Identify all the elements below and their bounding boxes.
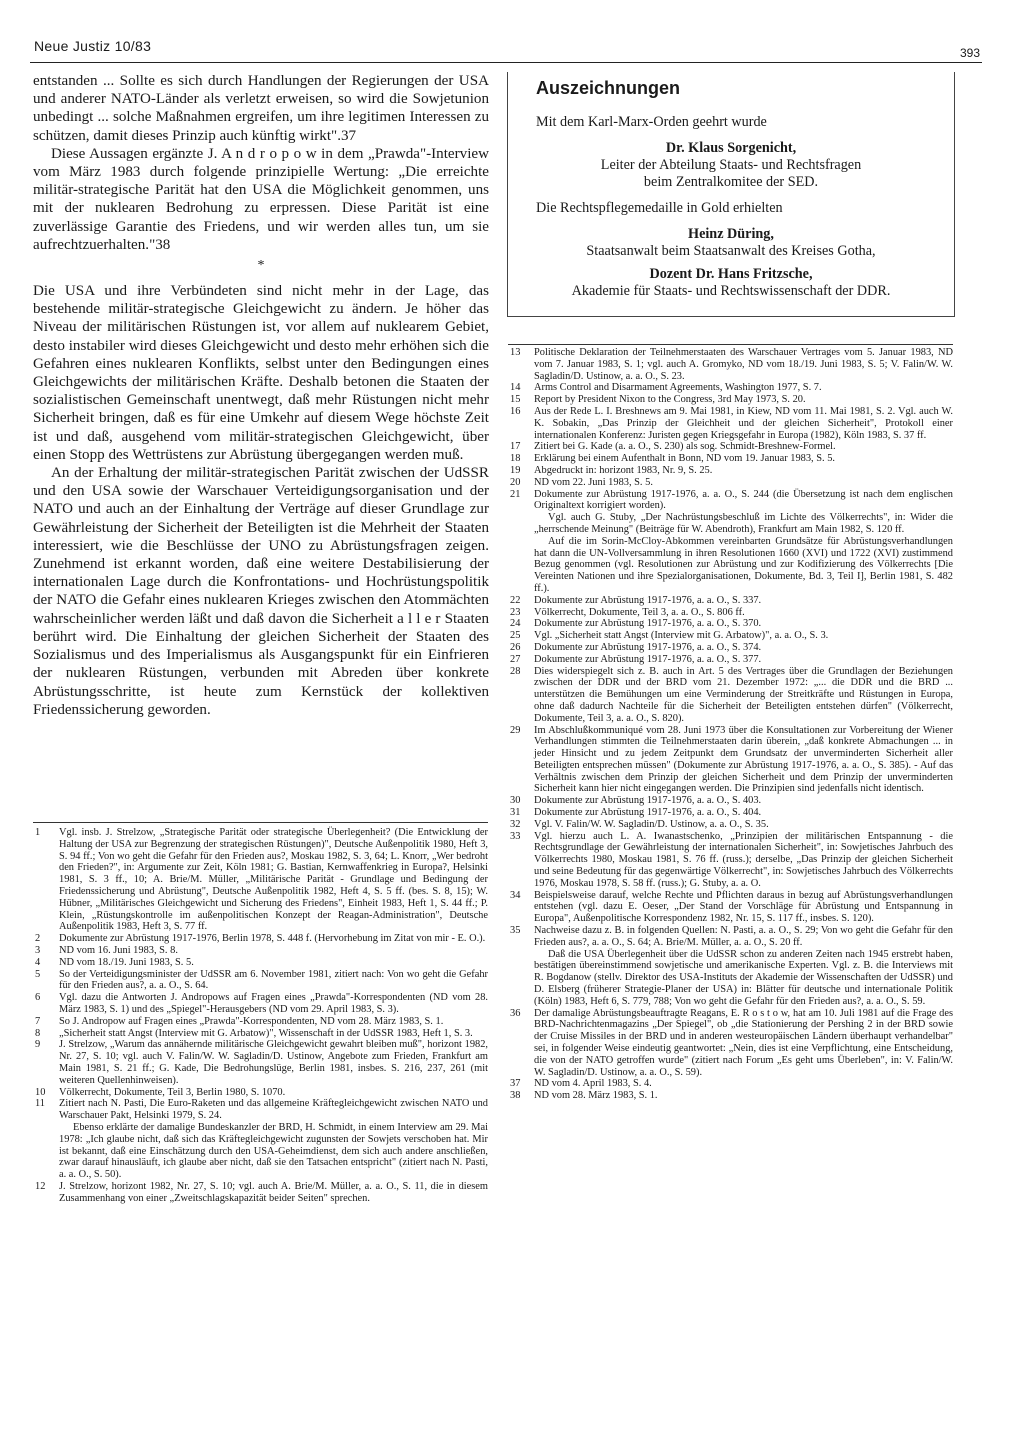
- footnote-number: 20: [510, 476, 521, 488]
- footnote-number: 31: [510, 807, 521, 819]
- footnote-number: 26: [510, 641, 521, 653]
- footnote-text: So J. Andropow auf Fragen eines „Prawda"-Korrespondenten, ND vom 28. März 1983, S. 1.: [59, 1015, 444, 1027]
- footnote-text: Dokumente zur Abrüstung 1917-1976, a. a. O., S. 374.: [534, 641, 762, 653]
- article-left-column: [33, 72, 489, 719]
- footnote: [33, 1181, 488, 1205]
- footnote-number: 28: [510, 665, 521, 677]
- footnote-number: 7: [35, 1015, 41, 1027]
- footnote-text: Dokumente zur Abrüstung 1917-1976, a. a. O., S. 377.: [534, 653, 762, 665]
- article-paragraph: entstanden ... Sollte es sich durch Handlungen der Regierungen der USA und anderer NATO-Länder als verletzt erweisen, so wird die Sowjetunion unbedingt ... solche Maßnahmen ergreifen, um ihre legitimen Interessen zu schützen, damit dieses Prinzip auch künftig wirkt".37: [33, 73, 489, 144]
- footnote: [33, 945, 488, 957]
- footnote: [508, 595, 953, 607]
- footnote-text: Auf die im Sorin-McCloy-Abkommen vereinbarten Grundsätze für Abrüstungsverhandlungen hat dann die UN-Vollversammlung in ihren Resolutionen 1660 (XVI) und 1722 (XVI) zustimmend Bezug genommen (vgl. Resolutionen zur Abrüstung und zur Kodifizierung des Völkerrechts [Die Vereinten Nationen und ihre Spezialorganisationen, Dokumente, Bd. 3, Teil I], Berlin 1981, S. 482 ff.).: [534, 535, 953, 594]
- footnote-text: Dies widerspiegelt sich z. B. auch in Art. 5 des Vertrages über die Grundlagen der Beziehungen zwischen der DDR und der BRD vom 21. Dezember 1972: „... die DDR und die BRD ... unterstützen die Bemühungen um eine Verminderung der Streitkräfte und Rüstungen in Europa, ohne daß dadurch Nachteile für die Sicherheit der Beteiligten entstehen dürfen" (Völkerrecht, Dokumente, Teil 3, a. a. O., S. 820).: [534, 665, 953, 724]
- footnote-number: 5: [35, 968, 41, 980]
- footnote-number: 12: [35, 1180, 46, 1192]
- footnote-text: So der Verteidigungsminister der UdSSR am 6. November 1981, zitiert nach: Von wo geht die Gefahr für den Frieden aus?, a. a. O., S. 64.: [59, 968, 488, 992]
- footnote: [33, 827, 488, 933]
- footnote-text: Vgl. auch G. Stuby, „Der Nachrüstungsbeschluß im Lichte des Völkerrechts", in: Wider die „herrschende Meinung" (Beiträge für W. Abendroth), Frankfurt am Main 1982, S. 120 ff.: [534, 512, 953, 535]
- footnote-text: Politische Deklaration der Teilnehmerstaaten des Warschauer Vertrages vom 5. Januar 1983, ND vom 7. Januar 1983, S. 1; vgl. auch A. Gromyko, ND vom 18./19. Juni 1983, S. 5; V. Falin/W. W. Sagladin/D. Ustinow, a. a. O., S. 23.: [534, 347, 953, 382]
- footnote: [508, 831, 953, 890]
- footnote-text: „Sicherheit statt Angst (Interview mit G. Arbatow)", Wissenschaft in der UdSSR 1983, Heft 1, S. 3.: [59, 1027, 473, 1039]
- footnote-number: 22: [510, 594, 521, 606]
- footnote-number: 18: [510, 453, 521, 465]
- footnote: [508, 949, 953, 1008]
- awardee-role: Akademie für Staats- und Rechtswissenschaft der DDR.: [571, 283, 891, 299]
- footnote: [508, 607, 953, 619]
- footnote-text: Völkerrecht, Dokumente, Teil 3, a. a. O., S. 806 ff.: [534, 606, 745, 618]
- footnote: [508, 453, 953, 465]
- footnote-number: 36: [510, 1007, 521, 1019]
- section-separator: *: [257, 258, 265, 274]
- footnote: [33, 969, 488, 993]
- footnote-text: ND vom 28. März 1983, S. 1.: [534, 1090, 658, 1102]
- footnote: [33, 1098, 488, 1122]
- footnote-number: 37: [510, 1078, 521, 1090]
- footnote-text: ND vom 4. April 1983, S. 4.: [534, 1078, 652, 1090]
- footnote-number: 6: [35, 992, 41, 1004]
- footnote-text: ND vom 22. Juni 1983, S. 5.: [534, 476, 653, 488]
- footnote-text: Dokumente zur Abrüstung 1917-1976, a. a. O., S. 404.: [534, 807, 762, 819]
- footnote-text: Dokumente zur Abrüstung 1917-1976, a. a. O., S. 337.: [534, 594, 762, 606]
- footnote: [508, 406, 953, 441]
- footnote-number: [508, 949, 534, 1008]
- footnote-number: 38: [510, 1090, 521, 1102]
- awards-box: [507, 72, 955, 317]
- footnote: [33, 1087, 488, 1099]
- awardee-name: Dr. Klaus Sorgenicht,: [665, 140, 797, 156]
- awardee-role: Leiter der Abteilung Staats- und Rechtsfragen: [600, 157, 862, 173]
- footnote-number: 13: [510, 347, 521, 358]
- footnote: [33, 957, 488, 969]
- award-intro: Mit dem Karl-Marx-Orden geehrt wurde: [536, 114, 767, 130]
- footnote-text: Zitiert bei G. Kade (a. a. O., S. 230) als sog. Schmidt-Breshnew-Formel.: [534, 441, 836, 453]
- footnotes-left: [33, 822, 488, 1205]
- awards-heading: Auszeichnungen: [536, 78, 681, 98]
- footnote-text: Aus der Rede L. I. Breshnews am 9. Mai 1981, in Kiew, ND vom 11. Mai 1981, S. 2. Vgl. auch W. K. Sobakin, „Das Prinzip der Gleichheit und der gleichen Sicherheit", Protokoll einer internationalen Konferenz: Juristen gegen Kriegsgefahr in Europa (1982), Köln 1983, S. 37 ff.: [534, 405, 953, 441]
- footnote-number: 3: [35, 944, 41, 956]
- footnote: [33, 1028, 488, 1040]
- footnote: [508, 1078, 953, 1090]
- footnote-text: Dokumente zur Abrüstung 1917-1976, a. a. O., S. 244 (die Übersetzung ist nach dem englischen Originaltext korrigiert worden).: [534, 488, 953, 512]
- footnote-text: Zitiert nach N. Pasti, Die Euro-Raketen und das allgemeine Kräftegleichgewicht zwischen NATO und Warschauer Pakt, Helsinki 1979, S. 24.: [59, 1098, 488, 1122]
- footnote: [508, 512, 953, 536]
- footnote: [33, 1039, 488, 1086]
- awardee-role: Staatsanwalt beim Staatsanwalt des Kreises Gotha,: [586, 243, 876, 259]
- footnote-number: 30: [510, 795, 521, 807]
- awardee-name: Heinz Düring,: [688, 226, 774, 242]
- footnote-number: 17: [510, 441, 521, 453]
- footnote: [508, 795, 953, 807]
- footnotes-right: [508, 344, 953, 1102]
- journal-title: Neue Justiz 10/83: [34, 38, 152, 54]
- footnote-number: 35: [510, 925, 521, 937]
- footnote-text: Arms Control and Disarmament Agreements, Washington 1977, S. 7.: [534, 382, 822, 394]
- footnote-text: Dokumente zur Abrüstung 1917-1976, a. a. O., S. 370.: [534, 618, 762, 630]
- footnote-text: Ebenso erklärte der damalige Bundeskanzler der BRD, H. Schmidt, in einem Interview am 29. Mai 1978: „Ich glaube nicht, daß sich das Kräftegleichgewicht zugunsten der Sowjets verschoben hat. Mir ist bekannt, daß eine Einschätzung durch den USA-Geheimdienst, dem sich auch andere anschließen, zwar darauf hinausläuft, ich glaube aber nicht, daß sie den Tatsachen entspricht" (zitiert nach N. Pasti, a. a. O., S. 50).: [59, 1121, 488, 1181]
- footnote-text: Vgl. V. Falin/W. W. Sagladin/D. Ustinow, a. a. O., S. 35.: [534, 818, 769, 830]
- footnote: [33, 1122, 488, 1181]
- footnote-number: [508, 536, 534, 595]
- footnote-number: [508, 512, 534, 536]
- footnote: [508, 465, 953, 477]
- article-paragraph: Die USA und ihre Verbündeten sind nicht mehr in der Lage, das bestehende militär-strategische Gleichgewicht zu ändern. Je höher das Niveau der militärischen Rüstungen ist, vor allem auf nuklearem Gebiet, desto instabiler wird dieses Gleichgewicht und desto mehr erhöhen sich die Gefahren eines nuklearen Konflikts, selbst unter den Bedingungen eines Gleichgewichts der militärischen Kräfte. Deshalb betonen die Staaten der sozialistischen Gemeinschaft unentwegt, daß mehr Rüstungen nicht mehr Sicherheit bringen, daß es für eine Umkehr auf diesem Wege höchste Zeit ist und daß, ausgehend vom militär-strategischen Gleichgewicht, über einen Stopp des Wettrüstens zur Abrüstung übergegangen werden muß.: [33, 283, 489, 463]
- page-number: 393: [959, 46, 980, 60]
- awardee-name: Dozent Dr. Hans Fritzsche,: [649, 266, 813, 282]
- footnote: [33, 1016, 488, 1028]
- footnote-text: Völkerrecht, Dokumente, Teil 3, Berlin 1980, S. 1070.: [59, 1086, 286, 1098]
- award-intro: Die Rechtspflegemedaille in Gold erhielten: [536, 200, 783, 216]
- footnote-text: Dokumente zur Abrüstung 1917-1976, Berlin 1978, S. 448 f. (Hervorhebung im Zitat von mir - E. O.).: [59, 933, 486, 945]
- footnote-number: 16: [510, 405, 521, 417]
- footnote-number: 33: [510, 830, 521, 842]
- awardee-role: beim Zentralkomitee der SED.: [643, 174, 819, 190]
- footnote-number: 8: [35, 1027, 41, 1039]
- footnote-number: 27: [510, 653, 521, 665]
- footnote-text: J. Strelzow, „Warum das annähernde militärische Gleichgewicht gewahrt bleiben muß", horizont 1982, Nr. 27, S. 10; vgl. auch V. Falin/W. W. Sagladin/D. Ustinow, Angebote zum Frieden, Frankfurt am Main 1981, S. 21 ff.; G. Kade, Die Bedrohungslüge, Berlin 1981, insbes. S. 216, 237, 261 (mit weiteren Quellenhinweisen).: [59, 1039, 488, 1086]
- footnote: [33, 992, 488, 1016]
- article-paragraph: An der Erhaltung der militär-strategischen Parität zwischen der UdSSR und den USA sowie der Warschauer Verteidigungsorganisation und der NATO und auch an der Einhaltung der Verträge auf dieser Grundlage zur Gewährleistung der Sicherheit der Beteiligten ist die Mehrheit der Staaten interessiert, wie die Beschlüsse der UNO zu Abrüstungsfragen zeigen. Zunehmend ist erkannt worden, daß eine weitere Destabilisierung der internationalen Lage durch die Konfrontations- und Hochrüstungspolitik der NATO die Gefahr eines nuklearen Krieges zwischen den Atommächten wahrscheinlicher werden läßt und daß davon die Sicherheit a l l e r Staaten berührt wird. Die Einhaltung der gleichen Sicherheit der Staaten des Sozialismus und des Imperialismus als Ausgangspunkt für ein Einfrieren der nuklearen Rüstungen, verbunden mit Abreden über konkrete Abrüstungsschritte, ist heute zum Kernstück der kollektiven Friedenssicherung geworden.: [33, 465, 489, 718]
- footnote: [508, 654, 953, 666]
- footnote-number: 25: [510, 630, 521, 642]
- footnote-text: Vgl. „Sicherheit statt Angst (Interview mit G. Arbatow)", a. a. O., S. 3.: [534, 630, 829, 642]
- footnote-number: 24: [510, 618, 521, 630]
- footnote-number: [33, 1122, 59, 1181]
- footnote-text: Daß die USA Überlegenheit über die UdSSR schon zu anderen Zeiten nach 1945 erstrebt haben, bestätigen übereinstimmend sowjetische und amerikanische Experten. Vgl. z. B. die Interviews mit R. Bogdanow (stellv. Direktor des USA-Instituts der Akademie der Wissenschaften der UdSSR) und D. Elsberg (früherer Strategie-Planer der USA) in: Blätter für deutsche und internationale Politik (Köln) 1983, Heft 6, S. 779, 788; Von wo geht die Gefahr für den Frieden aus?, a. a. O., S. 59.: [534, 948, 953, 1007]
- footnote-number: 14: [510, 382, 521, 394]
- footnote-text: Nachweise dazu z. B. in folgenden Quellen: N. Pasti, a. a. O., S. 29; Von wo geht die Gefahr für den Frieden aus?, a. a. O., S. 64; A. Brie/M. Müller, a. a. O., S. 20 ff.: [534, 925, 953, 948]
- footnote: [508, 347, 953, 382]
- footnote-number: 15: [510, 394, 521, 406]
- page-header: [30, 36, 982, 63]
- footnote: [508, 441, 953, 453]
- footnote: [508, 394, 953, 406]
- footnote-text: Vgl. dazu die Antworten J. Andropows auf Fragen eines „Prawda"-Korrespondenten (ND vom 28. März 1983, S. 1) und des „Spiegel"-Herausgebers (ND vom 29. April 1983, S. 3).: [59, 992, 488, 1015]
- footnote-number: 2: [35, 933, 41, 945]
- footnote: [508, 477, 953, 489]
- footnote-number: 4: [35, 956, 41, 968]
- footnote-number: 9: [35, 1039, 41, 1051]
- footnote-text: J. Strelzow, horizont 1982, Nr. 27, S. 10; vgl. auch A. Brie/M. Müller, a. a. O., S. 11, die in diesem Zusammenhang von einer „Zweitschlagskapazität beider Seiten" sprechen.: [59, 1180, 488, 1204]
- footnote-number: 11: [35, 1098, 46, 1110]
- footnote: [508, 819, 953, 831]
- footnote: [508, 666, 953, 725]
- footnote: [508, 382, 953, 394]
- footnote-number: 23: [510, 606, 521, 618]
- footnote-text: Report by President Nixon to the Congress, 3rd May 1973, S. 20.: [534, 394, 806, 406]
- footnote: [508, 890, 953, 925]
- footnote-number: 10: [35, 1086, 46, 1098]
- footnote: [508, 925, 953, 949]
- footnote-number: 32: [510, 818, 521, 830]
- footnote: [33, 933, 488, 945]
- footnote: [508, 1090, 953, 1102]
- footnote: [508, 642, 953, 654]
- footnote-text: ND vom 18./19. Juni 1983, S. 5.: [59, 956, 194, 968]
- footnote-text: Vgl. hierzu auch L. A. Iwanastschenko, „Prinzipien der militärischen Entspannung - die Rechtsgrundlage der Gewährleistung der internationalen Sicherheit", in: Sowjetisches Jahrbuch des Völkerrechts 1980, Moskau 1981, S. 76 ff. (russ.); derselbe, „Das Prinzip der gleichen Sicherheit und seine Bedeutung für das gegenwärtige Völkerrecht", in: Sowjetisches Jahrbuch des Völkerrechts 1976, Moskau 1978, S. 58 ff. (russ.); G. Stuby, a. a. O.: [534, 830, 953, 889]
- footnote-number: 34: [510, 889, 521, 901]
- article-paragraph: Diese Aussagen ergänzte J. A n d r o p o w in dem „Prawda"-Interview vom März 1983 durch folgende prinzipielle Wertung: „Die erreichte militär-strategische Parität hat den USA die Möglichkeit genommen, uns mit der nuklearen Bedrohung zu erpressen. Diese Parität ist eine zuverlässige Garantie des Friedens, und wir werden alles tun, um sie aufrechtzuerhalten."38: [33, 145, 489, 253]
- footnote-text: Im Abschlußkommuniqué vom 28. Juni 1973 über die Konsultationen zur Vorbereitung der Wiener Verhandlungen stimmten die Teilnehmerstaaten darin überein, „daß konkrete Abmachungen ... in jeder Hinsicht und zu jedem Zeitpunkt dem Grundsatz der unverminderten Sicherheit aller Beteiligten entsprechen müssen" (Dokumente zur Abrüstung 1917-1976, a. a. O., S. 385). - Auf das Verhältnis zwischen dem Prinzip der gleichen Sicherheit und dem Prinzip der unverminderten Sicherheit kann hier nicht eingegangen werden. Die Prinzipien sind jedenfalls nicht identisch.: [534, 724, 953, 795]
- footnote: [508, 807, 953, 819]
- footnote-text: Erklärung bei einem Aufenthalt in Bonn, ND vom 19. Januar 1983, S. 5.: [534, 453, 835, 465]
- footnote-text: Beispielsweise darauf, welche Rechte und Pflichten daraus in bezug auf Abrüstungsverhandlungen entstehen (vgl. dazu E. Oeser, „Der Stand der Vorschläge für Abrüstung und Entspannung in Europa", Außenpolitische Korrespondenz 1982, Nr. 15, S. 117 ff., insbes. S. 120).: [534, 889, 953, 925]
- footnote-text: Vgl. insb. J. Strelzow, „Strategische Parität oder strategische Überlegenheit? (Die Entwicklung der Haltung der USA zur Begrenzung der strategischen Rüstungen)", Deutsche Außenpolitik 1980, Heft 3, S. 94 ff.; Von wo geht die Gefahr für den Frieden aus?, Moskau 1982, S. 3, 64; L. Knorr, „Wer bedroht den Frieden?", in: Argumente zur Zeit, Köln 1981; G. Bastian, Kernwaffenkrieg in Europa?, Helsinki 1981, S. 3 ff., 10; A. Brie/M. Müller, „Militärische Parität - Grundlage und Bedingung der Friedenssicherung und Abrüstung", Deutsche Außenpolitik 1982, Heft 4, S. 5 ff. (bes. S. 8, 15); W. Hübner, „Militärisches Gleichgewicht und Sicherung des Friedens", Einheit 1983, Heft 1, S. 44 ff.; P. Klein, „Rüstungskontrolle im außenpolitischen Konzept der Reagan-Administration", Deutsche Außenpolitik 1983, Heft 3, S. 77 ff.: [59, 827, 488, 933]
- footnote: [508, 536, 953, 595]
- footnote-number: 29: [510, 724, 521, 736]
- footnote: [508, 618, 953, 630]
- footnote: [508, 489, 953, 513]
- footnote-number: 19: [510, 464, 521, 476]
- footnote-number: 21: [510, 488, 521, 500]
- footnote-number: 1: [35, 827, 41, 838]
- footnote-text: Abgedruckt in: horizont 1983, Nr. 9, S. 25.: [534, 464, 713, 476]
- footnote-text: Dokumente zur Abrüstung 1917-1976, a. a. O., S. 403.: [534, 795, 762, 807]
- footnote-text: Der damalige Abrüstungsbeauftragte Reagans, E. R o s t o w, hat am 10. Juli 1981 auf die Frage des BRD-Nachrichtenmagazins „Der Spiegel", ob „die Stationierung der Pershing 2 in der BRD sowie der Cruise Missiles in der BRD und in anderen westeuropäischen Ländern überhaupt verhandelbar" sei, in folgender Weise eindeutig geantwortet: „Nein, dies ist eine Verpflichtung, eine Entscheidung, die von der NATO getroffen wurde" (zitiert nach Forum „Es geht ums Überleben", in: V. Falin/W. W. Sagladin/D. Ustinow, a. a. O., S. 59).: [534, 1007, 953, 1078]
- footnote: [508, 630, 953, 642]
- footnote-text: ND vom 16. Juni 1983, S. 8.: [59, 944, 178, 956]
- footnote: [508, 725, 953, 796]
- footnote: [508, 1008, 953, 1079]
